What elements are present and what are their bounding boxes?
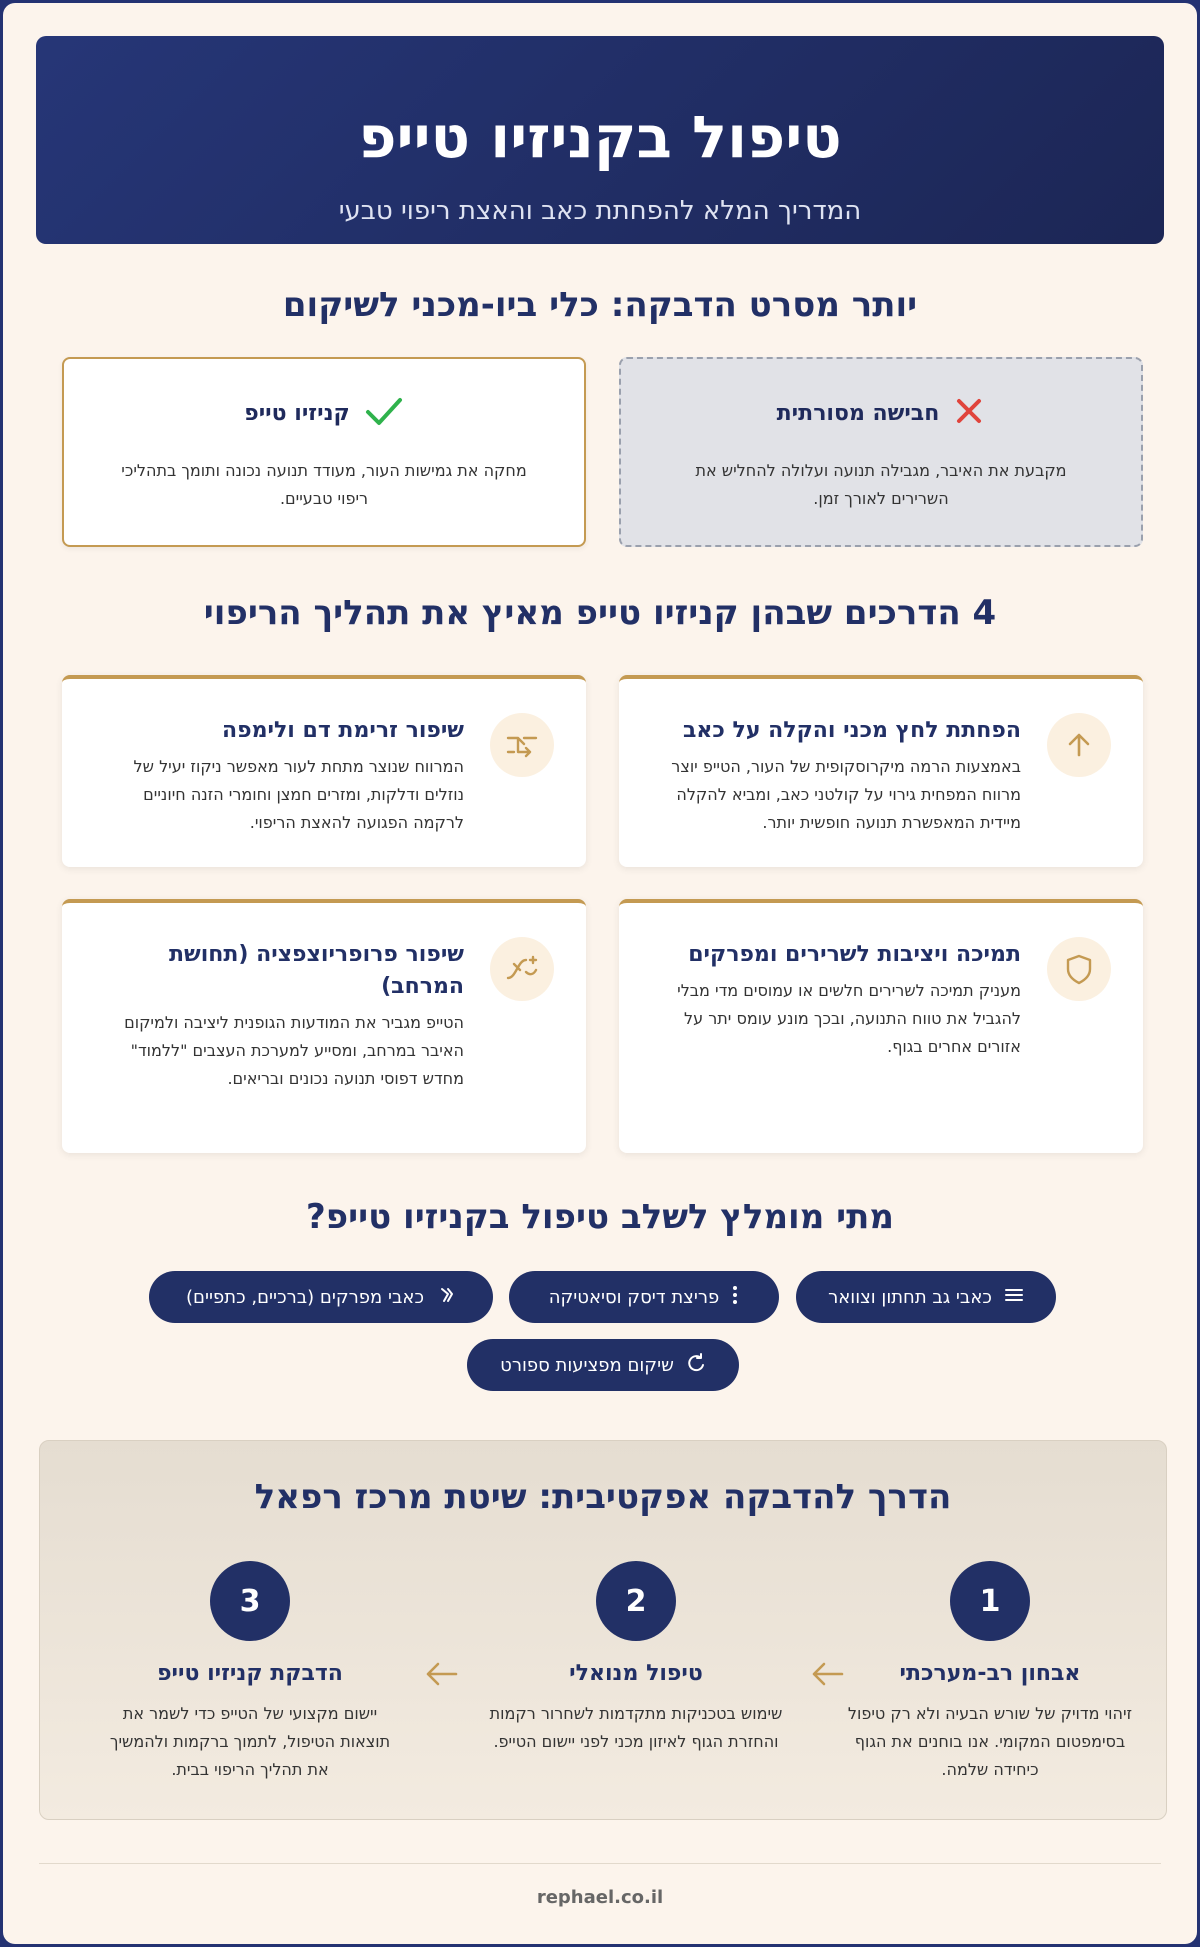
x-icon: [953, 395, 985, 433]
step-title: טיפול מנואלי: [569, 1661, 703, 1686]
hero-banner: [36, 36, 1164, 244]
kinesio-tape-title: קניזיו טייפ: [244, 401, 350, 426]
way-title: שיפור זרימת דם ולימפה: [222, 718, 464, 743]
method-step-3: [100, 1561, 400, 1784]
step-text: שימוש בטכניקות מתקדמות לשחרור רקמות והחזרת הגוף לאיזון מכני לפני יישום הטייפ.: [489, 1704, 783, 1751]
footer-divider: [39, 1863, 1161, 1864]
tag-label: שיקום מפציעות ספורט: [500, 1354, 674, 1376]
proprioception-icon: [490, 937, 554, 1001]
lines-icon: [1004, 1287, 1024, 1308]
footer-site-link[interactable]: rephael.co.il: [536, 1887, 664, 1908]
way-text: הטייפ מגביר את המודעות הגופנית ליציבה ולמיקום האיבר במרחב, ומסייע למערכת העצבים "ללמוד" מחדש דפוסי תנועה נכונים ובריאים.: [124, 1013, 464, 1088]
compare-title: יותר מסרט הדבקה: כלי ביו-מכני לשיקום: [282, 285, 918, 325]
step-title: אבחון רב-מערכתי: [899, 1661, 1081, 1686]
tag-label: כאבי מפרקים (ברכיים, כתפיים): [186, 1286, 424, 1308]
step-number: 2: [596, 1561, 676, 1641]
traditional-bandage-text: מקבעת את האיבר, מגבילה תנועה ועלולה להחליש את השרירים לאורך זמן.: [695, 461, 1067, 508]
tag-sports-rehab[interactable]: [467, 1339, 739, 1391]
tag-label: כאבי גב תחתון וצוואר: [828, 1286, 992, 1308]
dots-icon: [731, 1285, 739, 1310]
arrow-left-icon: [424, 1659, 460, 1693]
way-title: שיפור פרופריוצפציה (תחושת המרחב): [168, 942, 464, 999]
joint-icon: [436, 1285, 456, 1310]
arrow-left-icon: [810, 1659, 846, 1693]
ways-title: 4 הדרכים שבהן קניזיו טייפ מאיץ את תהליך הריפוי: [203, 593, 997, 633]
method-step-2: [486, 1561, 786, 1756]
step-number: 3: [210, 1561, 290, 1641]
tag-disc-sciatica[interactable]: [509, 1271, 779, 1323]
traditional-bandage-card: [619, 357, 1143, 547]
flow-icon: [490, 713, 554, 777]
way-text: המרווח שנוצר מתחת לעור מאפשר ניקוז יעיל של נוזלים ודלקות, ומזרים חמצן וחומרי הזנה חיוניים לרקמה הפגועה להאצת הריפוי.: [133, 757, 464, 832]
page-title: טיפול בקניזיו טייפ: [358, 103, 842, 171]
step-title: הדבקת קניזיו טייפ: [157, 1661, 343, 1686]
check-icon: [364, 395, 404, 433]
way-card-pain-relief: [619, 675, 1143, 867]
method-section: [39, 1440, 1167, 1820]
way-card-circulation: [62, 675, 586, 867]
tag-back-neck-pain[interactable]: [796, 1271, 1056, 1323]
step-text: זיהוי מדויק של שורש הבעיה ולא רק טיפול בסימפטום המקומי. אנו בוחנים את הגוף כיחידה שלמה.: [847, 1704, 1133, 1779]
when-title: מתי מומלץ לשלב טיפול בקניזיו טייפ?: [306, 1197, 894, 1237]
arrow-up-icon: [1047, 713, 1111, 777]
way-text: מעניק תמיכה לשרירים חלשים או עמוסים מדי מבלי להגביל את טווח התנועה, ובכך מונע עומס יתר על אזורים אחרים בגוף.: [677, 981, 1021, 1056]
way-text: באמצעות הרמה מיקרוסקופית של העור, הטייפ יוצר מרווח המפחית גירוי על קולטני כאב, ומביא להקלה מיידית המאפשרת תנועה חופשית יותר.: [671, 757, 1021, 832]
way-card-support: [619, 899, 1143, 1153]
way-title: תמיכה ויציבות לשרירים ומפרקים: [688, 942, 1021, 967]
page-subtitle: המדריך המלא להפחתת כאב והאצת ריפוי טבעי: [338, 196, 862, 226]
traditional-bandage-title: חבישה מסורתית: [776, 401, 940, 426]
way-title: הפחתת לחץ מכני והקלה על כאב: [683, 718, 1021, 743]
refresh-icon: [686, 1352, 706, 1379]
method-step-1: [840, 1561, 1140, 1784]
step-number: 1: [950, 1561, 1030, 1641]
step-text: יישום מקצועי של הטייפ כדי לשמר את תוצאות הטיפול, לתמוך ברקמות ולהמשיך את תהליך הריפוי בבית.: [109, 1704, 391, 1779]
shield-icon: [1047, 937, 1111, 1001]
tag-joint-pain[interactable]: [149, 1271, 493, 1323]
tag-label: פריצת דיסק וסיאטיקה: [548, 1286, 720, 1308]
kinesio-tape-text: מחקה את גמישות העור, מעודד תנועה נכונה ותומך בתהליכי ריפוי טבעיים.: [121, 461, 527, 508]
kinesio-tape-card: [62, 357, 586, 547]
method-title: הדרך להדבקה אפקטיבית: שיטת מרכז רפאל: [254, 1477, 952, 1517]
way-card-proprioception: [62, 899, 586, 1153]
page-frame: [3, 3, 1197, 1944]
